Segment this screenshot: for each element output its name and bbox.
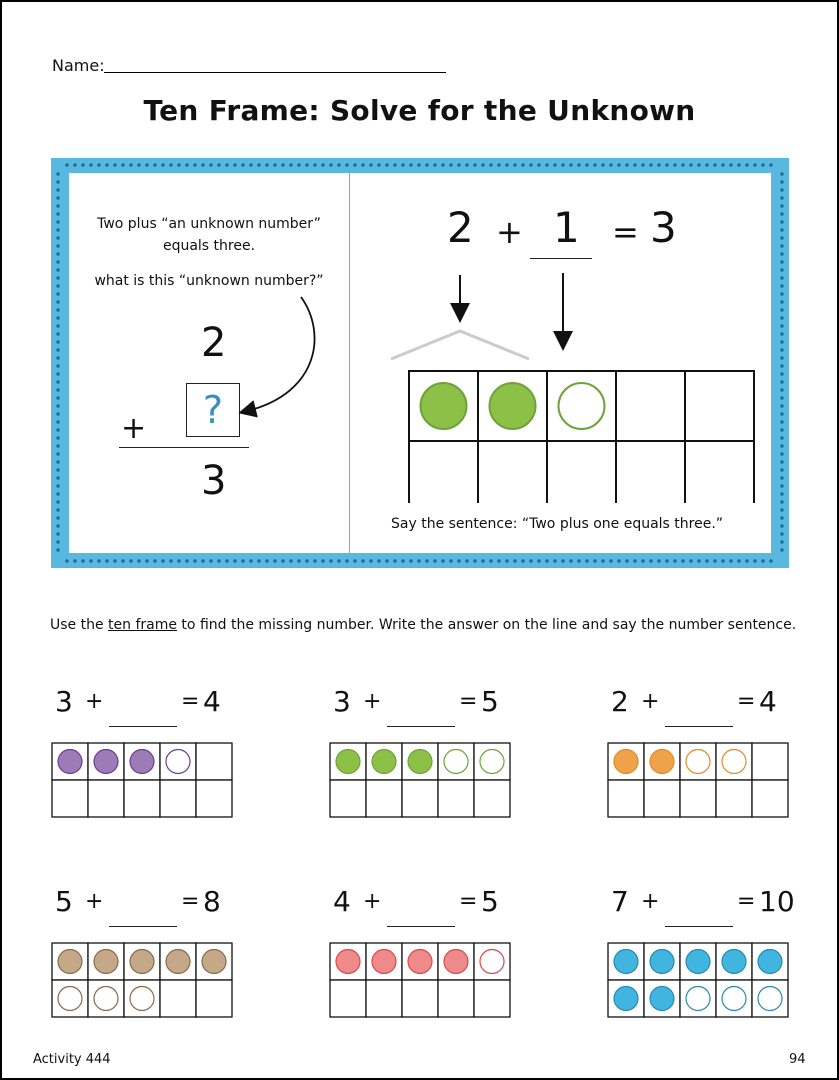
counter-filled [130, 950, 154, 974]
problem-equals: = [181, 889, 200, 914]
decorative-dots-right [780, 170, 784, 556]
practice-problem [329, 685, 519, 835]
problem-addend: 7 [611, 885, 629, 918]
counter-filled [408, 950, 432, 974]
ten-frame-cell [478, 441, 547, 503]
answer-line[interactable] [665, 726, 733, 727]
counter-filled [722, 950, 746, 974]
problem-result: 4 [759, 685, 777, 718]
counter-outlined [444, 750, 468, 774]
ten-frame-cell [196, 780, 232, 817]
ten-frame-cell [685, 441, 754, 503]
vertical-result: 3 [201, 458, 227, 504]
problem-plus: + [85, 889, 104, 914]
counter-filled [614, 750, 638, 774]
ten-frame [329, 942, 511, 1018]
answer-line[interactable] [387, 926, 455, 927]
ten-frame-cell [474, 980, 510, 1017]
practice-problem [607, 685, 797, 835]
ten-frame [329, 742, 511, 818]
question-mark-icon: ? [202, 388, 224, 432]
counter-filled [758, 950, 782, 974]
ten-frame-cell [752, 743, 788, 780]
equation-result: 3 [650, 203, 677, 252]
ten-frame [607, 742, 789, 818]
answer-line[interactable] [109, 926, 177, 927]
ten-frame-cell [608, 780, 644, 817]
ten-frame-cell [402, 980, 438, 1017]
practice-problem [51, 685, 241, 835]
ten-frame-term: ten frame [108, 617, 177, 633]
problem-addend: 4 [333, 885, 351, 918]
counter-filled [650, 750, 674, 774]
ten-frame-cell [366, 780, 402, 817]
ten-frame [607, 942, 789, 1018]
problem-result: 10 [759, 885, 795, 918]
ten-frame-cell [547, 441, 616, 503]
name-input-line[interactable] [104, 72, 446, 73]
problem-addend: 5 [55, 885, 73, 918]
example-text-line2: equals three. [162, 238, 256, 254]
practice-problem [329, 885, 519, 1035]
counter-filled [58, 750, 82, 774]
answer-line[interactable] [109, 726, 177, 727]
counter-filled [421, 383, 467, 429]
ten-frame-cell [438, 780, 474, 817]
counter-filled [686, 950, 710, 974]
page-number: 94 [789, 1052, 806, 1067]
counter-outlined [722, 987, 746, 1011]
page-title: Ten Frame: Solve for the Unknown [143, 94, 696, 127]
decorative-dots-top [63, 163, 777, 167]
practice-problem [607, 885, 797, 1035]
problem-plus: + [363, 889, 382, 914]
problem-addend: 2 [611, 685, 629, 718]
counter-filled [614, 987, 638, 1011]
problem-result: 5 [481, 685, 499, 718]
instructions [50, 617, 796, 633]
counter-outlined [166, 750, 190, 774]
ten-frame-cell [52, 780, 88, 817]
name-label: Name: [52, 56, 105, 75]
ten-frame-cell [196, 980, 232, 1017]
problem-plus: + [641, 689, 660, 714]
answer-line[interactable] [387, 726, 455, 727]
problem-equals: = [181, 689, 200, 714]
problem-plus: + [641, 889, 660, 914]
practice-problem [51, 885, 241, 1035]
example-text-line1: Two plus “an unknown number” [97, 216, 321, 232]
ten-frame-cell [409, 441, 478, 503]
ten-frame-cell [616, 371, 685, 441]
ten-frame-cell [616, 441, 685, 503]
instructions-before: Use the [50, 617, 109, 633]
counter-filled [166, 950, 190, 974]
problem-equals: = [459, 889, 478, 914]
counter-filled [614, 950, 638, 974]
ten-frame-cell [680, 780, 716, 817]
problem-result: 4 [203, 685, 221, 718]
problem-addend: 3 [333, 685, 351, 718]
counter-outlined [722, 750, 746, 774]
example-ten-frame [369, 273, 769, 503]
ten-frame-cell [366, 980, 402, 1017]
ten-frame [51, 942, 233, 1018]
vertical-top-number: 2 [201, 320, 227, 366]
counter-filled [650, 987, 674, 1011]
problem-addend: 3 [55, 685, 73, 718]
counter-filled [372, 950, 396, 974]
example-inner [69, 173, 771, 553]
counter-outlined [480, 750, 504, 774]
ten-frame-cell [330, 980, 366, 1017]
equation-equals: = [612, 213, 639, 251]
counter-outlined [130, 987, 154, 1011]
example-question: what is this “unknown number?” [94, 273, 324, 289]
ten-frame-cell [438, 980, 474, 1017]
say-sentence: Say the sentence: “Two plus one equals three.” [391, 516, 724, 532]
equation-answer-line [530, 258, 592, 259]
problem-equals: = [737, 689, 756, 714]
ten-frame-cell [752, 780, 788, 817]
example-panel [51, 158, 789, 568]
activity-label: Activity 444 [33, 1052, 111, 1067]
ten-frame-cell [644, 780, 680, 817]
problem-plus: + [85, 689, 104, 714]
problem-result: 8 [203, 885, 221, 918]
counter-filled [372, 750, 396, 774]
counter-filled [408, 750, 432, 774]
counter-outlined [686, 750, 710, 774]
counter-filled [58, 950, 82, 974]
counter-filled [130, 750, 154, 774]
ten-frame-cell [88, 780, 124, 817]
example-divider [349, 173, 350, 553]
counter-filled [444, 950, 468, 974]
equation-plus: + [496, 213, 523, 251]
problem-equals: = [737, 889, 756, 914]
counter-filled [490, 383, 536, 429]
counter-outlined [58, 987, 82, 1011]
problem-result: 5 [481, 885, 499, 918]
counter-filled [336, 950, 360, 974]
problem-plus: + [363, 689, 382, 714]
ten-frame-cell [160, 980, 196, 1017]
ten-frame-cell [716, 780, 752, 817]
ten-frame-cell [160, 780, 196, 817]
equation-answer: 1 [553, 203, 580, 252]
answer-line[interactable] [665, 926, 733, 927]
counter-outlined [559, 383, 605, 429]
counter-filled [94, 750, 118, 774]
ten-frame-cell [685, 371, 754, 441]
ten-frame-cell [196, 743, 232, 780]
counter-outlined [758, 987, 782, 1011]
example-description [89, 213, 329, 257]
vertical-plus: + [121, 411, 147, 446]
ten-frame-cell [474, 780, 510, 817]
curved-arrow-icon [229, 293, 349, 433]
counter-filled [202, 950, 226, 974]
counter-filled [336, 750, 360, 774]
ten-frame-cell [124, 780, 160, 817]
ten-frame-cell [330, 780, 366, 817]
problem-equals: = [459, 689, 478, 714]
vertical-sum-line [119, 447, 249, 448]
counter-filled [94, 950, 118, 974]
ten-frame-cell [402, 780, 438, 817]
ten-frame [51, 742, 233, 818]
counter-outlined [94, 987, 118, 1011]
instructions-after: to find the missing number. Write the answer on the line and say the number sentence. [176, 617, 797, 633]
group-bracket [391, 331, 529, 359]
decorative-dots-left [56, 170, 60, 556]
counter-filled [650, 950, 674, 974]
equation-addend: 2 [447, 203, 474, 252]
counter-outlined [686, 987, 710, 1011]
decorative-dots-bottom [63, 559, 777, 563]
counter-outlined [480, 950, 504, 974]
